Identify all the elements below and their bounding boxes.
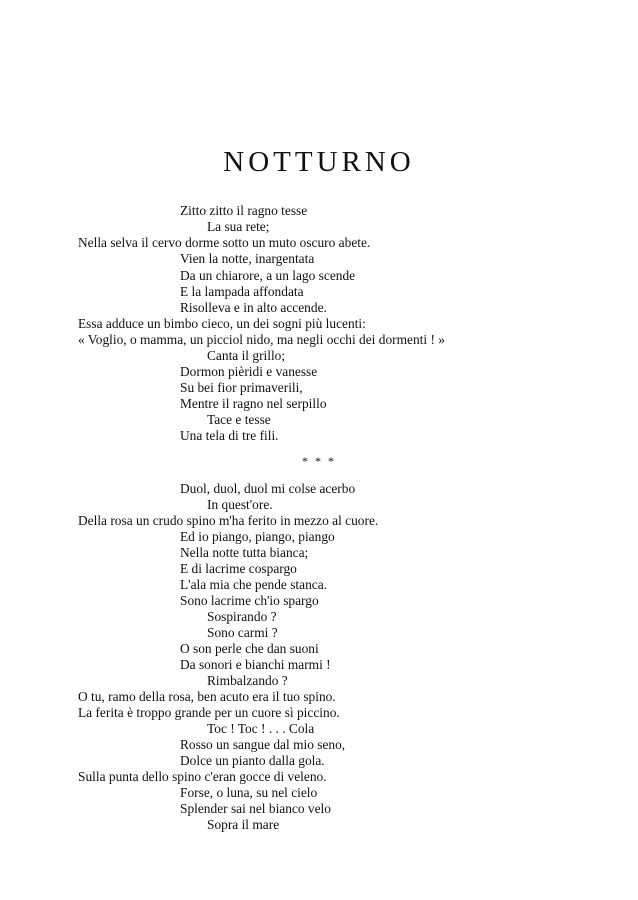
- poem-line: « Voglio, o mamma, un picciol nido, ma negli occhi dei dormenti ! »: [78, 332, 445, 347]
- poem-line: Da un chiarore, a un lago scende: [180, 268, 356, 283]
- poem-line: Una tela di tre fili.: [180, 428, 279, 443]
- poem-line: Vien la notte, inargentata: [180, 251, 315, 266]
- section-separator: * * *: [302, 454, 336, 468]
- poem-line: L'ala mia che pende stanca.: [180, 577, 328, 592]
- poem-line: Da sonori e bianchi marmi !: [180, 657, 331, 672]
- poem-line: Tace e tesse: [207, 412, 271, 427]
- poem-line: Sono lacrime ch'io spargo: [180, 593, 319, 608]
- poem-line: Duol, duol, duol mi colse acerbo: [180, 481, 356, 496]
- poem-line: O tu, ramo della rosa, ben acuto era il tuo spino.: [78, 689, 336, 704]
- poem-line: Dolce un pianto dalla gola.: [180, 753, 325, 768]
- poem-line: In quest'ore.: [207, 497, 273, 512]
- poem-line: E di lacrime cospargo: [180, 561, 297, 576]
- poem-line: Nella selva il cervo dorme sotto un muto oscuro abete.: [78, 235, 371, 250]
- poem-line: Ed io piango, piango, piango: [180, 529, 335, 544]
- poem-line: Dormon pièridi e vanesse: [180, 364, 318, 379]
- poem-line: Sulla punta dello spino c'eran gocce di veleno.: [78, 769, 327, 784]
- poem-line: Essa adduce un bimbo cieco, un dei sogni più lucenti:: [78, 316, 366, 331]
- poem-line: La sua rete;: [207, 219, 270, 234]
- poem-line: Forse, o luna, su nel cielo: [180, 785, 318, 800]
- poem-line: Canta il grillo;: [207, 348, 286, 363]
- poem-line: Della rosa un crudo spino m'ha ferito in mezzo al cuore.: [78, 513, 379, 528]
- poem-line: E la lampada affondata: [180, 284, 304, 299]
- poem-line: Su bei fior primaverili,: [180, 380, 303, 395]
- poem-line: Sopra il mare: [207, 817, 280, 832]
- poem-line: Sono carmi ?: [207, 625, 278, 640]
- poem-line: Rimbalzando ?: [207, 673, 288, 688]
- poem-line: Rosso un sangue dal mio seno,: [180, 737, 346, 752]
- poem-line: Splender sai nel bianco velo: [180, 801, 331, 816]
- poem-line: Zitto zitto il ragno tesse: [180, 203, 308, 218]
- poem-line: Mentre il ragno nel serpillo: [180, 396, 327, 411]
- poem-line: O son perle che dan suoni: [180, 641, 319, 656]
- poem-line: La ferita è troppo grande per un cuore sì piccino.: [78, 705, 340, 720]
- poem-line: Risolleva e in alto accende.: [180, 300, 327, 315]
- poem-line: Toc ! Toc ! . . . Cola: [207, 721, 315, 736]
- poem-line: Sospirando ?: [207, 609, 277, 624]
- poem-line: Nella notte tutta bianca;: [180, 545, 309, 560]
- poem-title: NOTTURNO: [223, 146, 415, 178]
